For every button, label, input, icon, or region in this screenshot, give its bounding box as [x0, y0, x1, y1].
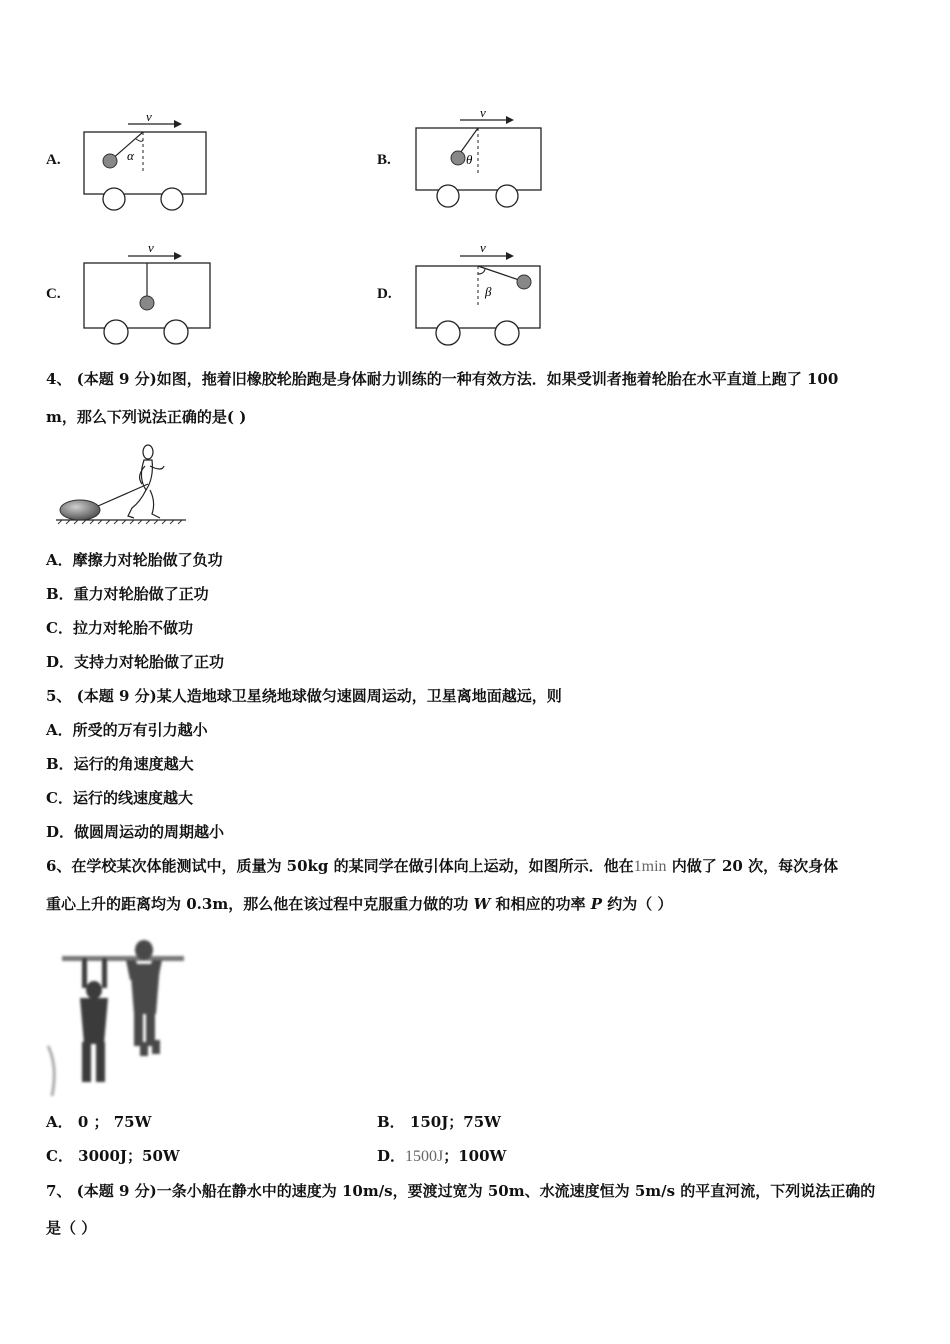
cart-figure-d [408, 238, 548, 346]
q6-option-c: C． 3000J；50W [46, 1147, 180, 1165]
velocity-label: v [480, 240, 486, 255]
cart-figure-a [76, 108, 216, 214]
q4-stem-line2: m，那么下列说法正确的是( ) [46, 408, 247, 426]
q6-stem-line2 [46, 893, 673, 915]
q6-var-w: W [473, 895, 491, 913]
q4-option-a: A．摩擦力对轮胎做了负功 [46, 551, 223, 569]
q6-option-d-label: D． [377, 1147, 406, 1165]
q7-stem-line2: 是（ ） [46, 1219, 97, 1237]
q6-stem-part-d: 和相应的功率 [495, 895, 586, 913]
q5-option-d: D．做圆周运动的周期越小 [46, 823, 225, 841]
q5-stem: 5、 (本题 9 分)某人造地球卫星绕地球做匀速圆周运动，卫星离地面越远，则 [46, 687, 562, 705]
q5-option-b: B．运行的角速度越大 [46, 755, 194, 773]
velocity-label: v [148, 240, 154, 255]
pull-up-photo [44, 936, 188, 1098]
q6-stem-part-a: 6、在学校某次体能测试中，质量为 50kg 的某同学在做引体向上运动，如图所示．他在 [46, 857, 634, 875]
q6-option-b: B． 150J；75W [377, 1113, 502, 1131]
cart-figure-b [408, 104, 548, 212]
q4-option-c: C．拉力对轮胎不做功 [46, 619, 193, 637]
option-d-label: D. [377, 286, 392, 302]
q7-stem-line1: 7、 (本题 9 分)一条小船在静水中的速度为 10m/s，要渡过宽为 50m、水流速度恒为 5m/s 的平直河流，下列说法正确的 [46, 1182, 876, 1200]
q6-option-d [377, 1145, 506, 1168]
tire-dragging-figure [52, 438, 192, 530]
q6-stem-part-c: 重心上升的距离均为 0.3m，那么他在该过程中克服重力做的功 [46, 895, 469, 913]
q5-option-c: C．运行的线速度越大 [46, 789, 193, 807]
q6-option-a: A． 0 ； 75W [46, 1113, 152, 1131]
option-b-label: B. [377, 152, 391, 168]
q6-option-d-power: ；100W [443, 1147, 507, 1165]
q6-stem-part-b: 内做了 20 次，每次身体 [671, 857, 839, 875]
angle-theta-label: θ [466, 152, 473, 167]
velocity-label: v [146, 109, 152, 124]
q6-time-value: 1min [633, 858, 667, 875]
angle-beta-label: β [485, 284, 492, 299]
option-a-label: A. [46, 152, 61, 168]
cart-figure-c [76, 238, 216, 346]
angle-alpha-label: α [127, 148, 134, 163]
q4-stem-line1: 4、 (本题 9 分)如图，拖着旧橡胶轮胎跑是身体耐力训练的一种有效方法．如果受训者拖着轮胎在水平直道上跑了 100 [46, 370, 839, 388]
q4-option-b: B．重力对轮胎做了正功 [46, 585, 209, 603]
q6-var-p: P [590, 895, 603, 913]
option-c-label: C. [46, 286, 61, 302]
q5-option-a: A．所受的万有引力越小 [46, 721, 208, 739]
q4-option-d: D．支持力对轮胎做了正功 [46, 653, 225, 671]
q6-stem-line1 [46, 855, 838, 878]
q6-stem-part-e: 约为（ ） [607, 895, 673, 913]
q6-option-d-work: 1500J [405, 1148, 444, 1165]
velocity-label: v [480, 105, 486, 120]
